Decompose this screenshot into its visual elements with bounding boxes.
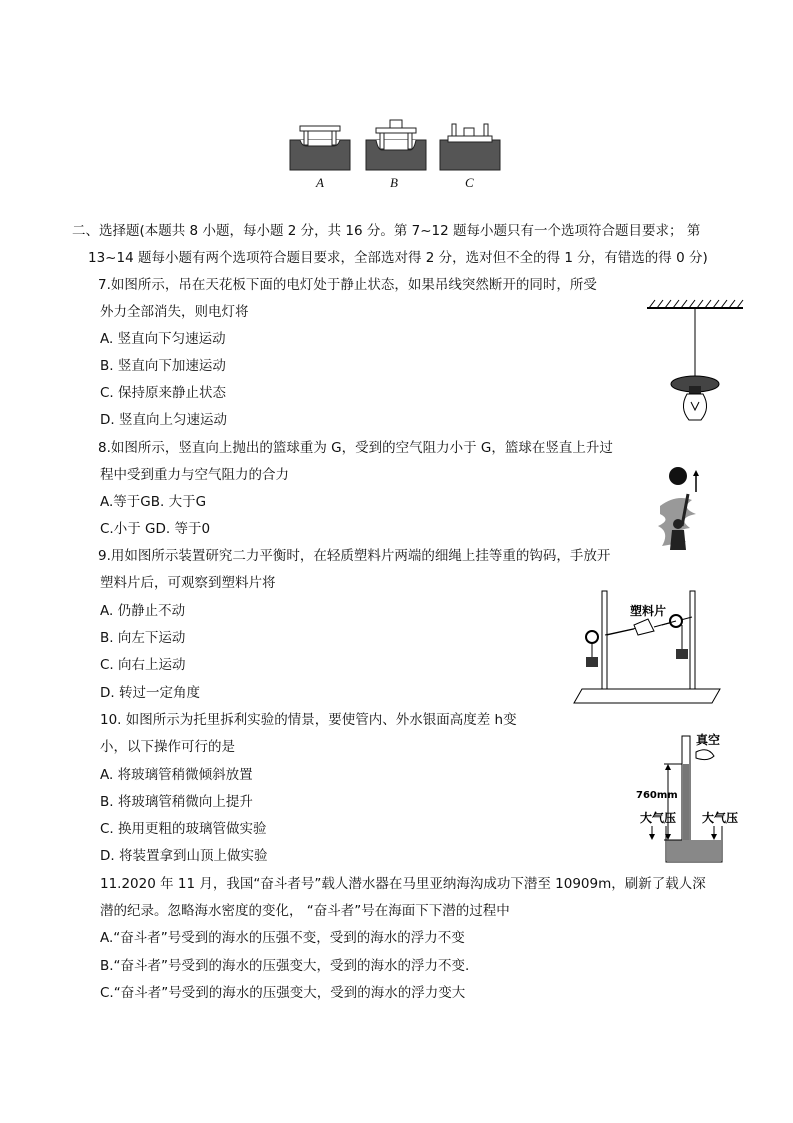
q10-option-a: A. 将玻璃管稍微倾斜放置 — [100, 767, 253, 783]
section-header-line2: 13~14 题每小题有两个选项符合题目要求，全部选对得 2 分，选对但不全的得 1 分，有错选的得 0 分) — [88, 250, 708, 266]
hanging-lamp-figure — [645, 298, 745, 428]
q7-option-c: C. 保持原来静止状态 — [100, 385, 227, 401]
q10-option-c: C. 换用更粗的玻璃管做实验 — [100, 821, 267, 837]
basketball-figure — [656, 466, 704, 552]
torricelli-figure — [636, 726, 746, 868]
q11-option-b: B.“奋斗者”号受到的海水的压强变大，受到的海水的浮力不变. — [100, 958, 470, 974]
q10-option-d: D. 将装置拿到山顶上做实验 — [100, 848, 268, 864]
q9-option-a: A. 仍静止不动 — [100, 603, 186, 619]
figure-label-b: B — [390, 175, 398, 190]
plastic-sheet-label: 塑料片 — [630, 604, 667, 618]
vacuum-label: 真空 — [696, 733, 721, 747]
q10-stem-line1: 10. 如图所示为托里拆利实验的情景，要使管内、外水银面高度差 h变 — [100, 712, 517, 728]
q7-stem-line1: 7.如图所示，吊在天花板下面的电灯处于静止状态，如果吊线突然断开的同时，所受 — [98, 277, 597, 293]
pressure-left-label: 大气压 — [640, 811, 677, 825]
figure-a-image — [290, 126, 350, 170]
figure-label-c: C — [465, 175, 474, 190]
q11-option-a: A.“奋斗者”号受到的海水的压强不变，受到的海水的浮力不变 — [100, 930, 465, 946]
q8-stem-line2: 程中受到重力与空气阻力的合力 — [100, 467, 289, 483]
q10-stem-line2: 小，以下操作可行的是 — [100, 739, 235, 755]
q7-option-b: B. 竖直向下加速运动 — [100, 358, 226, 374]
two-force-balance-figure — [572, 585, 727, 710]
figure-label-a: A — [316, 175, 324, 190]
q9-stem-line2: 塑料片后，可观察到塑料片将 — [100, 575, 276, 591]
q8-option-cd: C.小于 GD. 等于0 — [100, 521, 211, 537]
q9-option-d: D. 转过一定角度 — [100, 685, 200, 701]
height-760mm-label: 760mm — [636, 790, 678, 801]
figure-b-image — [366, 120, 426, 170]
pressure-right-label: 大气压 — [702, 811, 739, 825]
q8-stem-line1: 8.如图所示，竖直向上抛出的篮球重为 G，受到的空气阻力小于 G，篮球在竖直上升过 — [98, 440, 613, 456]
q11-option-c: C.“奋斗者”号受到的海水的压强变大，受到的海水的浮力变大 — [100, 985, 466, 1001]
q7-option-a: A. 竖直向下匀速运动 — [100, 331, 226, 347]
q10-option-b: B. 将玻璃管稍微向上提升 — [100, 794, 253, 810]
q9-stem-line1: 9.用如图所示装置研究二力平衡时，在轻质塑料片两端的细绳上挂等重的钩码，手放开 — [98, 548, 611, 564]
pressure-figure — [288, 118, 508, 178]
q9-option-c: C. 向右上运动 — [100, 657, 186, 673]
q11-stem-line1: 11.2020 年 11 月，我国“奋斗者号”载人潜水器在马里亚纳海沟成功下潜至 10909m，刷新了载人深 — [100, 876, 706, 892]
q7-option-d: D. 竖直向上匀速运动 — [100, 412, 227, 428]
section-header-line1: 二、选择题(本题共 8 小题，每小题 2 分，共 16 分。第 7~12 题每小题只有一个选项符合题目要求； 第 — [72, 223, 701, 239]
q11-stem-line2: 潜的纪录。忽略海水密度的变化， “奋斗者”号在海面下下潜的过程中 — [100, 903, 510, 919]
figure-c-image — [440, 124, 500, 170]
q9-option-b: B. 向左下运动 — [100, 630, 186, 646]
q7-stem-line2: 外力全部消失，则电灯将 — [100, 304, 249, 320]
q8-option-ab: A.等于GB. 大于G — [100, 494, 207, 510]
